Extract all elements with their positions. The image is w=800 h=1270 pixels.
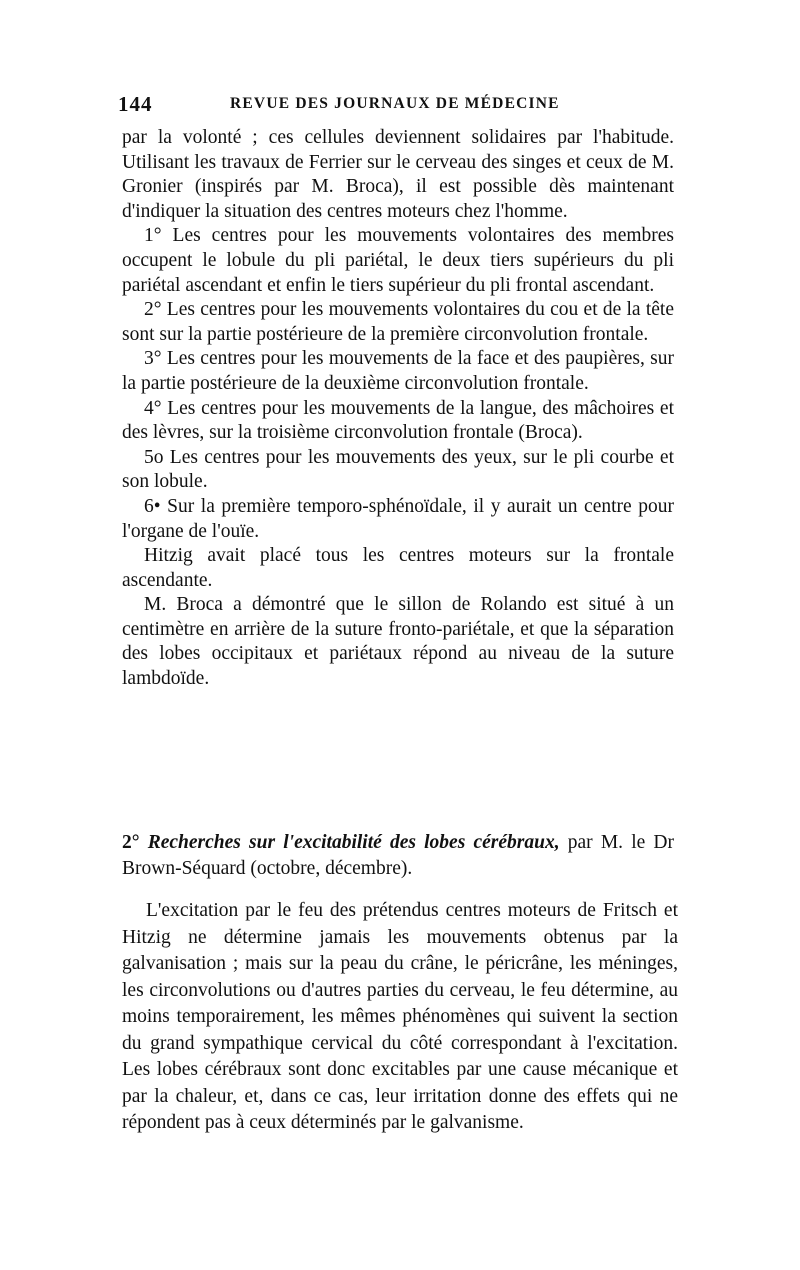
page-number: 144 bbox=[118, 92, 153, 116]
paragraph-item-1: 1° Les centres pour les mouvements volontaires des membres occupent le lobule du pli pariétal, le deux tiers supérieurs du pli pariétal ascendant et enfin le tiers supérieur du pli frontal ascendant. bbox=[122, 225, 674, 296]
paragraph-broca: M. Broca a démontré que le sillon de Rolando est situé à un centimètre en arrière de la suture fronto-pariétale, et que la séparation des lobes occipitaux et pariétaux répond au niveau de la suture lambdoïde. bbox=[122, 594, 674, 690]
paragraph-excitation: L'excitation par le feu des prétendus centres moteurs de Fritsch et Hitzig ne détermine jamais les mouvements obtenus par la galvanisation ; mais sur la peau du crâne, le péricrâne, les méninges, les circonvolutions ou d'autres parties du cerveau, le feu détermine, au moins temporairement, les mêmes phénomènes qui suivent la section du grand sympathique cervical du côté correspondant à l'excitation. Les lobes cérébraux sont donc excitables par une cause mécanique et par la chaleur, et, dans ce cas, leur irritation donne des effets qui ne répondent pas à ceux déterminés par le galvanisme. bbox=[122, 900, 678, 1133]
main-text bbox=[122, 126, 674, 692]
section-number: 2° bbox=[122, 832, 140, 853]
paragraph-item-5: 5o Les centres pour les mouvements des yeux, sur le pli courbe et son lobule. bbox=[122, 446, 674, 493]
paragraph-item-6: 6• Sur la première temporo-sphénoïdale, il y aurait un centre pour l'organe de l'ouïe. bbox=[122, 495, 674, 542]
section-author: par M. le Dr Brown-Séquard (octobre, décembre). bbox=[122, 832, 675, 879]
running-head: REVUE DES JOURNAUX DE MÉDECINE bbox=[230, 95, 560, 112]
paragraph-item-2: 2° Les centres pour les mouvements volontaires du cou et de la tête sont sur la partie postérieure de la première circonvolution frontale. bbox=[122, 299, 674, 345]
paragraph-item-3: 3° Les centres pour les mouvements de la face et des paupières, sur la partie postérieure de la deuxième circonvolution frontale. bbox=[122, 348, 674, 394]
paragraph-item-4: 4° Les centres pour les mouvements de la langue, des mâchoires et des lèvres, sur la troisième circonvolution frontale (Broca). bbox=[122, 397, 674, 444]
section-body bbox=[122, 898, 678, 1137]
section-title: Recherches sur l'excitabilité des lobes cérébraux, bbox=[147, 832, 560, 853]
paragraph-hitzig: Hitzig avait placé tous les centres moteurs sur la frontale ascendante. bbox=[122, 545, 674, 591]
paragraph-intro: par la volonté ; ces cellules deviennent solidaires par l'habitude. Utilisant les travaux de Ferrier sur le cerveau des singes et ceux de M. Gronier (inspirés par M. Broca), il est possible dès maintenant d'indiquer la situation des centres moteurs chez l'homme. bbox=[122, 127, 674, 222]
section-heading-line bbox=[122, 830, 674, 882]
page-header bbox=[118, 92, 674, 118]
section-heading bbox=[122, 830, 674, 882]
